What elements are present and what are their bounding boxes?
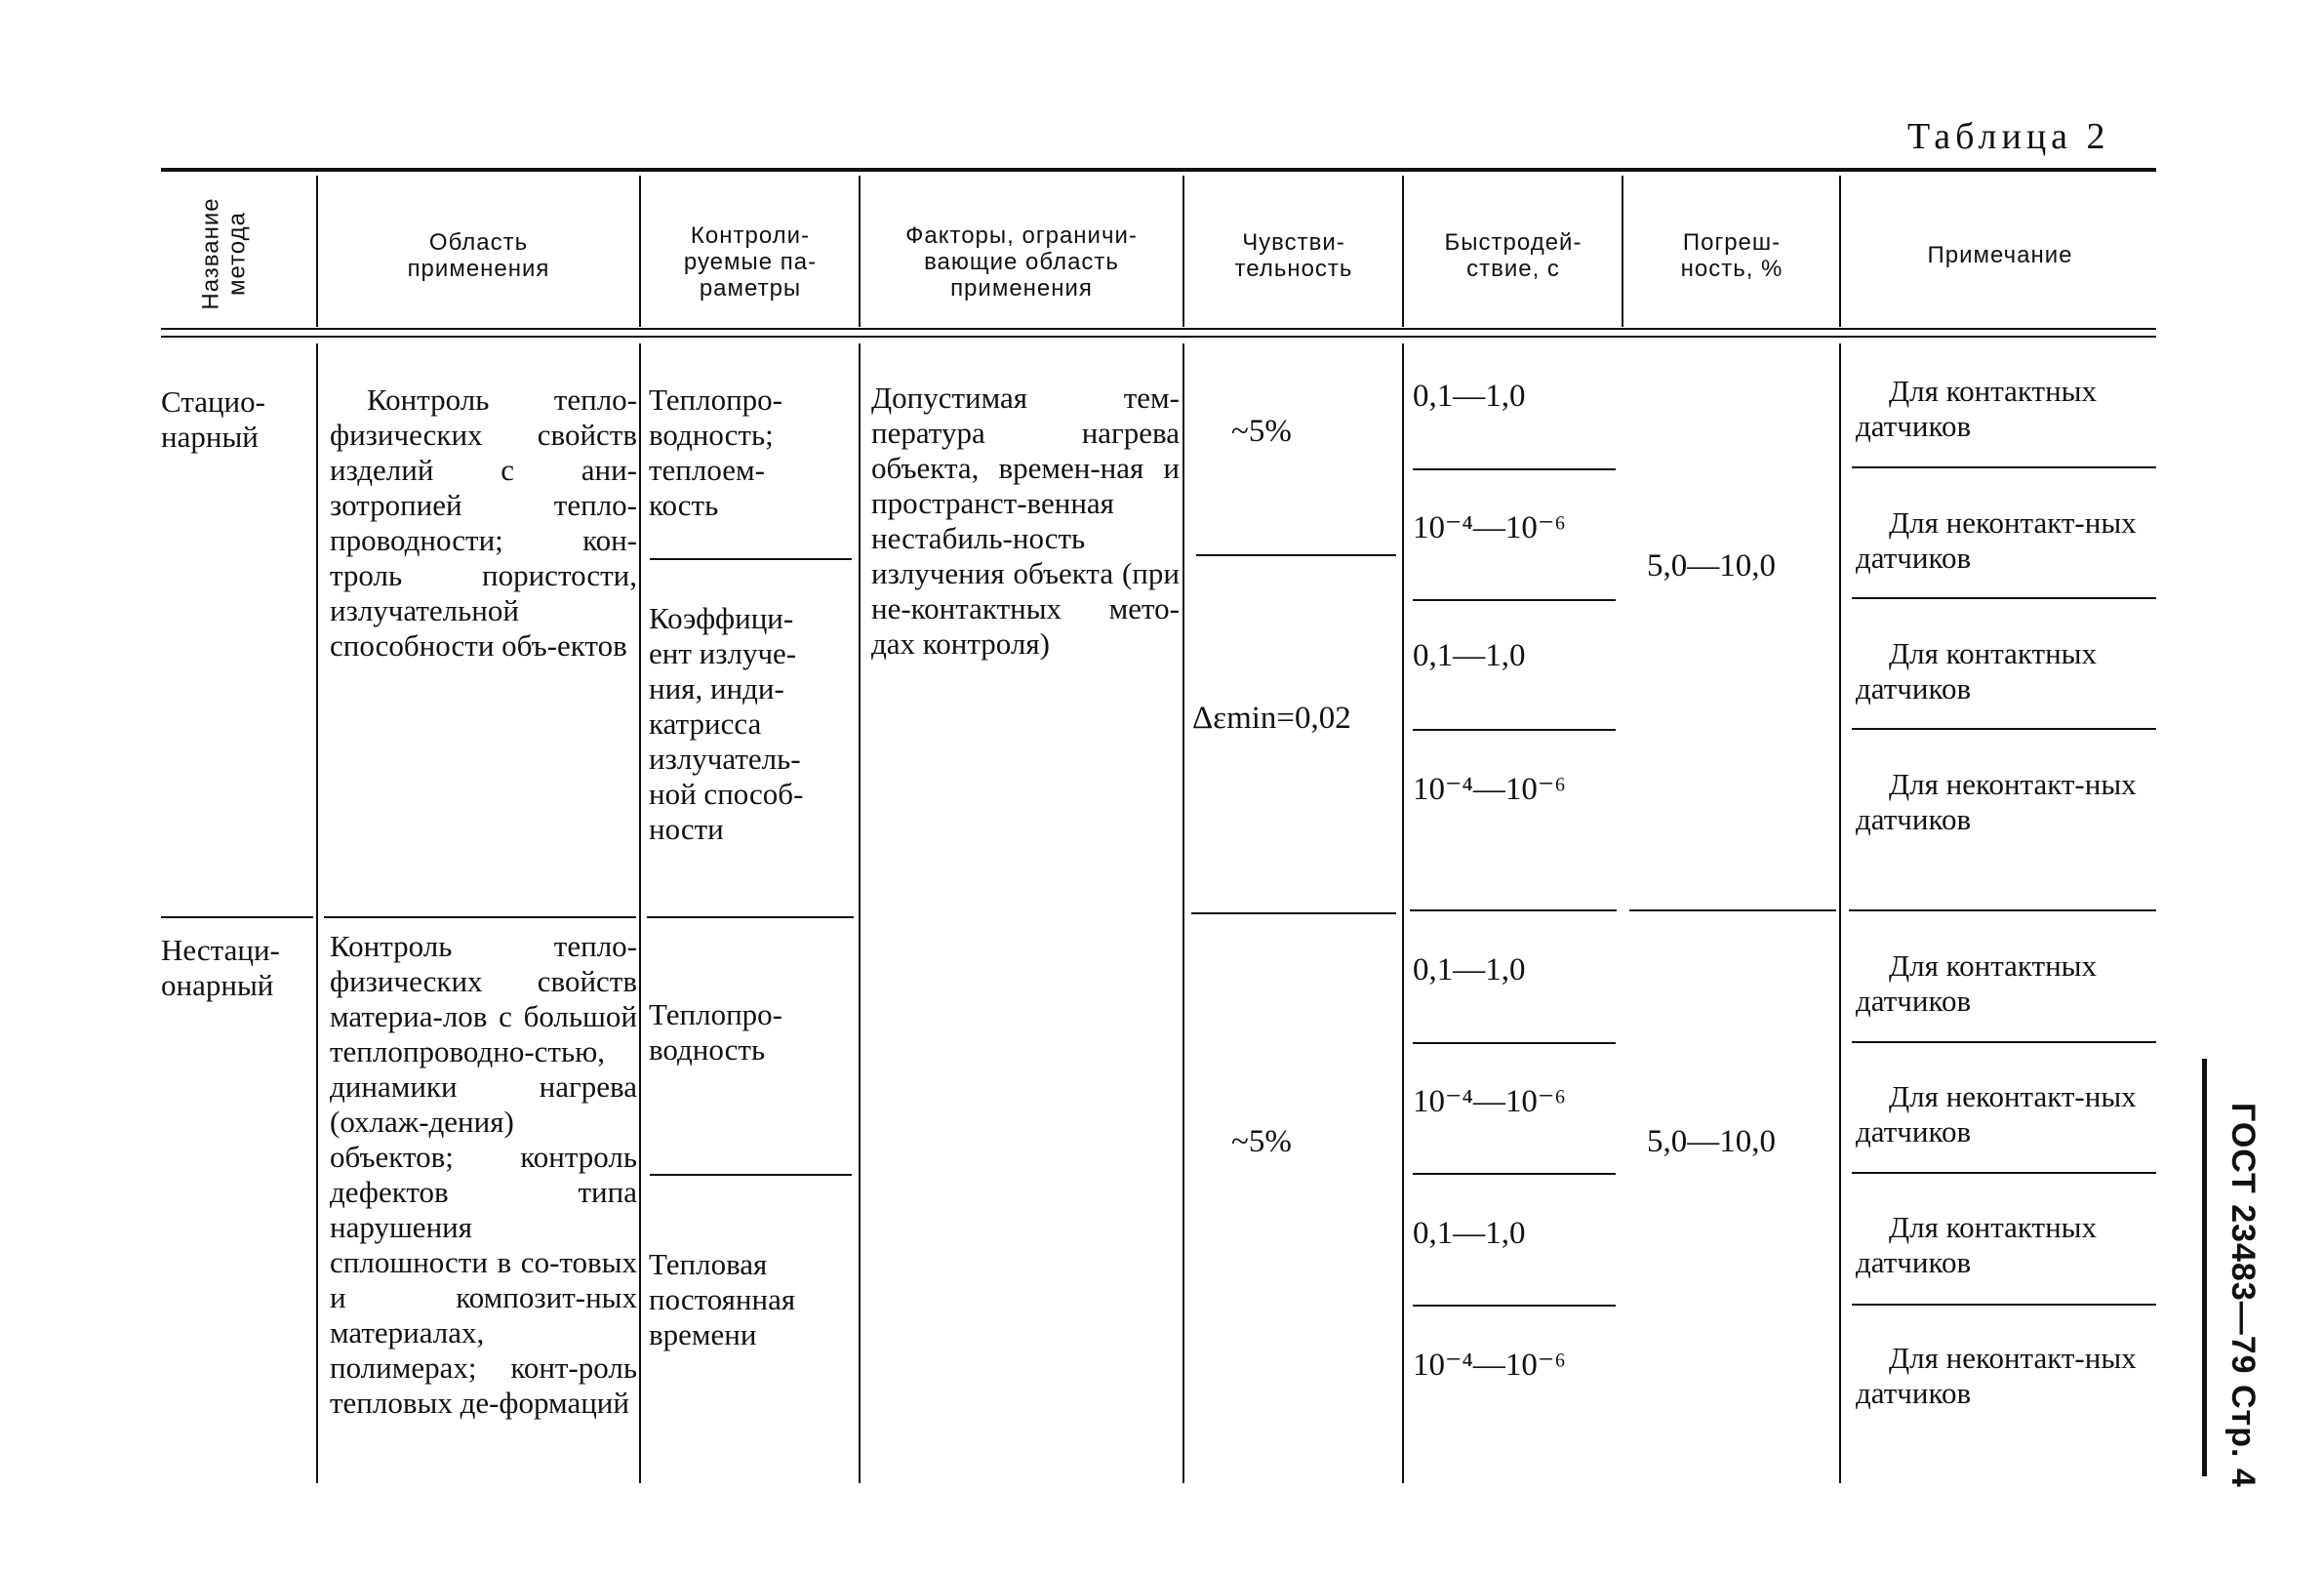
- header-error: Погреш- ность, %: [1680, 229, 1783, 282]
- row2-note-2: Для неконтакт-ных датчиков: [1856, 1079, 2137, 1148]
- row2-sensitivity: ~5%: [1231, 1124, 1292, 1159]
- header-rule-1: [161, 328, 2156, 330]
- row1-method: Стацио- нарный: [161, 384, 265, 454]
- row2-note-3: Для контактных датчиков: [1856, 1210, 2098, 1279]
- side-label: ГОСТ 23483—79 Стр. 4: [2224, 1103, 2262, 1488]
- table-title: Таблица 2: [1907, 116, 2110, 157]
- note-sep: [1852, 597, 2156, 599]
- note-sep: [1852, 1041, 2156, 1043]
- row-sep: [647, 916, 854, 918]
- header-factors: Факторы, ограничи- вающие область применения: [905, 222, 1138, 302]
- row1-params-2: Коэффици- ент излуче- ния, инди- катрисса излучатель- ной способ- ности: [649, 601, 804, 846]
- row1-note-3: Для контактных датчиков: [1856, 636, 2098, 705]
- row2-note-4: Для неконтакт-ных датчиков: [1856, 1341, 2137, 1410]
- row1-params-1: Теплопро- водность; теплоем- кость: [649, 383, 782, 522]
- params-sep: [650, 558, 852, 560]
- row1-speed-3: 0,1—1,0: [1413, 638, 1526, 673]
- header-rule-2: [161, 336, 2156, 338]
- row2-error: 5,0—10,0: [1647, 1124, 1776, 1159]
- row2-speed-2: 10⁻⁴—10⁻⁶: [1413, 1084, 1566, 1119]
- row-sep: [161, 916, 313, 918]
- row2-speed-3: 0,1—1,0: [1413, 1216, 1526, 1251]
- top-rule: [161, 168, 2156, 172]
- speed-sep: [1413, 1173, 1616, 1175]
- row-sep: [1191, 912, 1396, 914]
- row-sep: [1410, 909, 1617, 911]
- note-sep: [1852, 1304, 2156, 1306]
- row2-note-1: Для контактных датчиков: [1856, 948, 2098, 1018]
- row2-params-1: Теплопро- водность: [649, 997, 782, 1067]
- body-sep-error: [1839, 343, 1841, 1483]
- row-sep: [1849, 909, 2156, 911]
- note-sep: [1852, 728, 2156, 730]
- hdr-sep: [859, 176, 861, 327]
- body-sep-speed: [1402, 343, 1404, 1483]
- body-sep-area: [316, 343, 318, 1483]
- row2-speed-4: 10⁻⁴—10⁻⁶: [1413, 1348, 1566, 1383]
- header-speed: Быстродей- ствие, с: [1444, 229, 1583, 282]
- row1-area: Контроль тепло-физических свойств изделий с ани-зотропией тепло-проводности; кон-троль пористости, излучательной способности объ-ектов: [330, 383, 637, 663]
- speed-sep: [1413, 1305, 1616, 1307]
- params-sep: [650, 1174, 852, 1176]
- speed-sep: [1413, 729, 1616, 731]
- speed-sep: [1413, 468, 1616, 470]
- row2-method: Нестаци- онарный: [161, 933, 280, 1002]
- row1-note-4: Для неконтакт-ных датчиков: [1856, 767, 2137, 836]
- row-sep: [324, 916, 636, 918]
- row2-params-2: Тепловая постоянная времени: [649, 1247, 796, 1351]
- row-sep: [1629, 909, 1836, 911]
- row1-note-2: Для неконтакт-ных датчиков: [1856, 505, 2137, 575]
- body-sep-sensitivity: [1182, 343, 1184, 1483]
- hdr-sep: [1402, 176, 1404, 327]
- body-sep-params: [639, 343, 641, 1483]
- header-area: Область применения: [407, 229, 550, 282]
- row1-error: 5,0—10,0: [1647, 548, 1776, 584]
- row1-speed-1: 0,1—1,0: [1413, 379, 1526, 414]
- row1-sensitivity-2: Δεmin=0,02: [1192, 701, 1351, 736]
- row1-speed-4: 10⁻⁴—10⁻⁶: [1413, 772, 1566, 807]
- row1-note-1: Для контактных датчиков: [1856, 374, 2098, 443]
- sens-sep: [1196, 554, 1396, 556]
- row2-area: Контроль тепло-физических свойств материа-лов с большой теплопроводно-стью, динамики нагрева (охлаж-дения) объектов; контроль дефектов типа нарушения сплошности в со-товых и композит-ных материалах, полимерах; конт-роль тепловых де-формаций: [330, 929, 637, 1420]
- speed-sep: [1413, 599, 1616, 601]
- note-sep: [1852, 466, 2156, 468]
- body-sep-factors: [859, 343, 861, 1483]
- row1-sensitivity-1: ~5%: [1231, 414, 1292, 449]
- side-bar: [2202, 1059, 2207, 1476]
- hdr-sep: [316, 176, 318, 327]
- note-sep: [1852, 1172, 2156, 1174]
- row2-speed-1: 0,1—1,0: [1413, 952, 1526, 987]
- header-params: Контроли- руемые па- раметры: [683, 222, 818, 302]
- hdr-sep: [1182, 176, 1184, 327]
- header-note: Примечание: [1927, 242, 2073, 268]
- row1-speed-2: 10⁻⁴—10⁻⁶: [1413, 510, 1566, 545]
- row1-factors: Допустимая тем-пература нагрева объекта, времен-ная и пространст-венная нестабиль-ность излучения объекта (при не-контактных мето-дах контроля): [871, 381, 1180, 661]
- header-method: Название метода: [197, 197, 251, 310]
- hdr-sep: [639, 176, 641, 327]
- hdr-sep: [1622, 176, 1623, 327]
- hdr-sep: [1839, 176, 1841, 327]
- speed-sep: [1413, 1042, 1616, 1044]
- header-sensitivity: Чувстви- тельность: [1234, 229, 1353, 282]
